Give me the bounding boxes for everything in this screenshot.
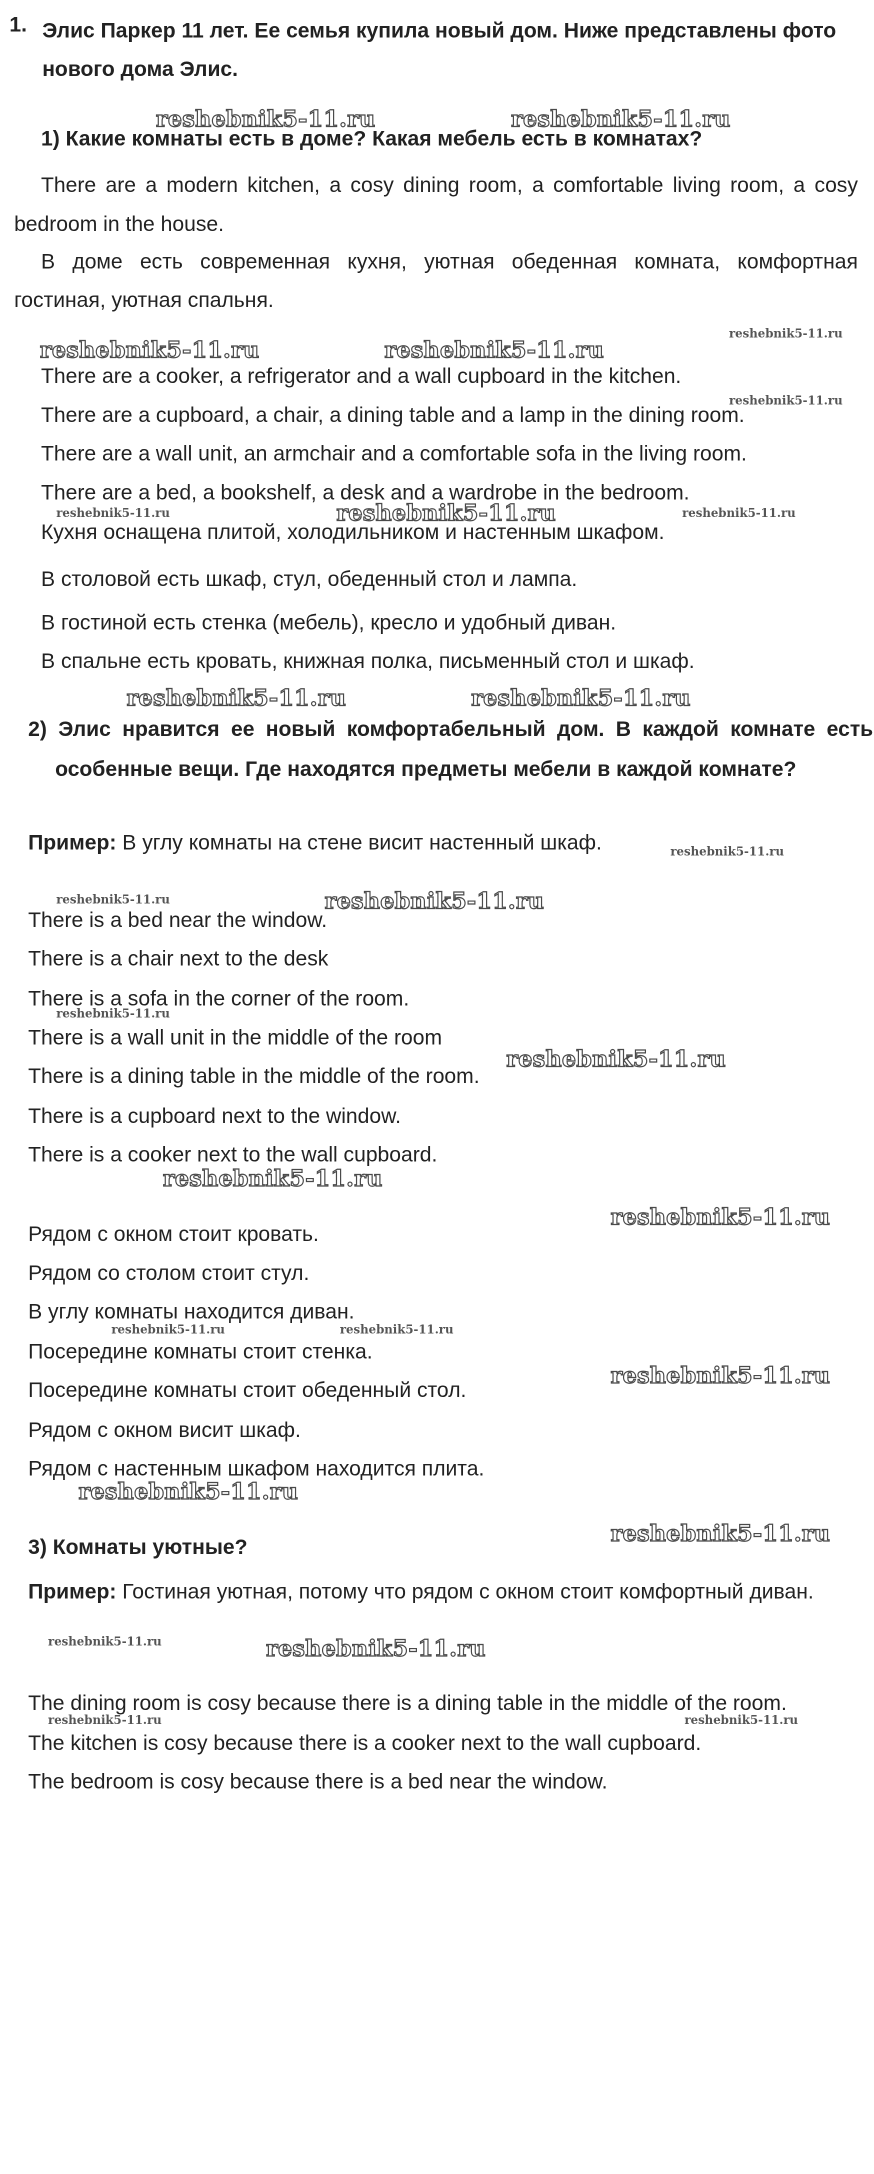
watermark: reshebnik5-11.ru (610, 1363, 831, 1389)
q3-example-text: Гостиная уютная, потому что рядом с окном стоит комфортный диван. (122, 1579, 814, 1604)
watermark: reshebnik5-11.ru (506, 1046, 726, 1073)
q1-line-en: There are a cupboard, a chair, a dining table and a lamp in the dining room. (41, 403, 745, 427)
q1-line-en: There are a cooker, a refrigerator and a wall cupboard in the kitchen. (41, 364, 682, 388)
watermark-small: reshebnik5-11.ru (56, 507, 170, 521)
watermark: reshebnik5-11.ru (610, 1521, 831, 1548)
watermark-small: reshebnik5-11.ru (670, 846, 784, 860)
q1-line-ru: В столовой есть шкаф, стул, обеденный стол и лампа. (41, 567, 578, 591)
q1-answer-ru: В доме есть современная кухня, уютная обеденная комната, комфортная гостиная, уютная спальня. (14, 249, 858, 312)
q2-line-en: There is a dining table in the middle of the room. (28, 1064, 480, 1088)
q2-line-ru: Посередине комнаты стоит обеденный стол. (28, 1378, 467, 1402)
watermark-small: reshebnik5-11.ru (48, 1636, 162, 1650)
task-heading: Элис Паркер 11 лет. Ее семья купила новый дом. Ниже представлены фото нового дома Элис. (42, 18, 837, 81)
q2-line-en: There is a wall unit in the middle of the room (28, 1025, 443, 1049)
watermark-small: reshebnik5-11.ru (48, 1714, 162, 1728)
watermark: reshebnik5-11.ru (471, 685, 691, 712)
watermark: reshebnik5-11.ru (162, 1166, 383, 1192)
q2-line-ru: Рядом с настенным шкафом находится плита. (28, 1456, 485, 1481)
watermark: reshebnik5-11.ru (384, 337, 605, 364)
q1-line-ru: Кухня оснащена плитой, холодильником и настенным шкафом. (41, 520, 665, 544)
q3-line-en: The bedroom is cosy because there is a bed near the window. (28, 1769, 608, 1794)
q2-line-en: There is a cooker next to the wall cupboard. (28, 1142, 438, 1167)
q1-answer-en: There are a modern kitchen, a cosy dining room, a comfortable living room, a cosy bedroom in the house. (14, 173, 858, 236)
watermark: reshebnik5-11.ru (155, 106, 376, 133)
q2-line-ru: В углу комнаты находится диван. (28, 1299, 355, 1324)
q3-example (28, 1573, 846, 1612)
q2-line-en: There is a bed near the window. (28, 908, 328, 932)
q1-label: 1) Какие комнаты есть в доме? Какая мебель есть в комнатах? (41, 126, 703, 151)
watermark: reshebnik5-11.ru (510, 106, 731, 133)
watermark-small: reshebnik5-11.ru (56, 894, 170, 908)
q1-line-ru: В гостиной есть стенка (мебель), кресло и удобный диван. (41, 610, 617, 635)
q2-line-ru: Рядом с окном стоит кровать. (28, 1222, 319, 1246)
q2-line-en: There is a sofa in the corner of the room. (28, 986, 410, 1011)
q2-example (28, 830, 602, 856)
watermark: reshebnik5-11.ru (39, 337, 260, 364)
q2-line-en: There is a chair next to the desk (28, 946, 329, 971)
watermark: reshebnik5-11.ru (126, 685, 347, 712)
q2-line-ru: Рядом со столом стоит стул. (28, 1261, 310, 1285)
q1-line-en: There are a wall unit, an armchair and a comfortable sofa in the living room. (41, 441, 747, 466)
watermark-small: reshebnik5-11.ru (728, 328, 843, 342)
q3-example-label: Пример: (28, 1579, 117, 1604)
watermark: reshebnik5-11.ru (324, 888, 545, 915)
q2-line-ru: Посередине комнаты стоит стенка. (28, 1339, 373, 1364)
watermark-small: reshebnik5-11.ru (682, 507, 796, 521)
watermark: reshebnik5-11.ru (610, 1204, 831, 1231)
watermark-small: reshebnik5-11.ru (56, 1007, 170, 1021)
watermark: reshebnik5-11.ru (78, 1479, 299, 1505)
watermark-small: reshebnik5-11.ru (111, 1324, 225, 1338)
q3-line-en: The kitchen is cosy because there is a cooker next to the wall cupboard. (28, 1731, 702, 1755)
watermark-small: reshebnik5-11.ru (339, 1324, 454, 1338)
q2-label: 2) Элис нравится ее новый комфортабельный дом. В каждой комнате есть особенные вещи. Где находятся предметы мебели в каждой комнате? (28, 717, 874, 781)
q3-label: 3) Комнаты уютные? (28, 1535, 248, 1559)
q2-line-ru: Рядом с окном висит шкаф. (28, 1418, 301, 1442)
q1-line-en: There are a bed, a bookshelf, a desk and a wardrobe in the bedroom. (41, 480, 690, 504)
q3-line-en: The dining room is cosy because there is a dining table in the middle of the room. (28, 1691, 787, 1715)
watermark-small: reshebnik5-11.ru (728, 394, 843, 408)
watermark: reshebnik5-11.ru (336, 500, 556, 527)
task-number: 1. (9, 12, 27, 37)
watermark-small: reshebnik5-11.ru (684, 1714, 799, 1728)
q2-example-label: Пример: (28, 830, 117, 855)
q1-line-ru: В спальне есть кровать, книжная полка, письменный стол и шкаф. (41, 649, 695, 673)
q2-line-en: There is a cupboard next to the window. (28, 1104, 402, 1128)
q2-example-text: В углу комнаты на стене висит настенный шкаф. (122, 830, 602, 855)
watermark: reshebnik5-11.ru (266, 1636, 486, 1662)
